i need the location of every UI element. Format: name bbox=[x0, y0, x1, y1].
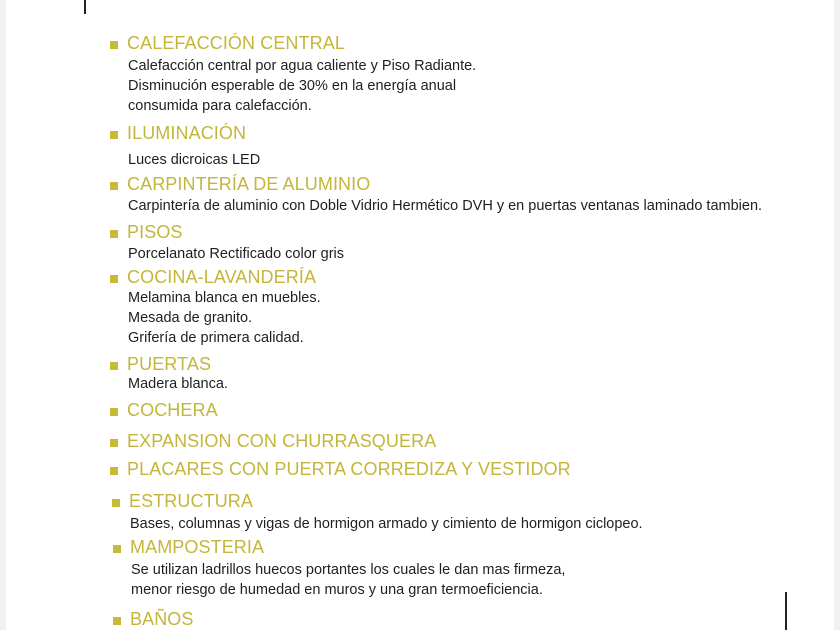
section-text-line: menor riesgo de humedad en muros y una gran termoeficiencia. bbox=[131, 582, 543, 598]
section-heading: PUERTAS bbox=[127, 354, 212, 374]
section-heading: ESTRUCTURA bbox=[129, 491, 254, 511]
square-bullet-icon bbox=[110, 467, 118, 475]
square-bullet-icon bbox=[110, 182, 118, 190]
section-text-line: Grifería de primera calidad. bbox=[128, 330, 304, 346]
section-heading: CALEFACCIÓN CENTRAL bbox=[127, 33, 345, 53]
square-bullet-icon bbox=[113, 545, 121, 553]
square-bullet-icon bbox=[110, 230, 118, 238]
square-bullet-icon bbox=[110, 41, 118, 49]
section-heading: BAÑOS bbox=[130, 609, 194, 629]
section-text-line: consumida para calefacción. bbox=[128, 98, 312, 114]
top-vertical-rule bbox=[84, 0, 86, 14]
page-edge-right bbox=[834, 0, 840, 630]
section-text-line: Luces dicroicas LED bbox=[128, 152, 261, 168]
square-bullet-icon bbox=[110, 439, 118, 447]
section-heading: CARPINTERÍA DE ALUMINIO bbox=[127, 174, 371, 194]
square-bullet-icon bbox=[110, 131, 118, 139]
square-bullet-icon bbox=[110, 275, 118, 283]
section-text-line: Bases, columnas y vigas de hormigon armado y cimiento de hormigon ciclopeo. bbox=[130, 516, 643, 532]
section-heading: COCINA-LAVANDERÍA bbox=[127, 267, 317, 287]
section-heading: MAMPOSTERIA bbox=[130, 537, 265, 557]
section-heading: PLACARES CON PUERTA CORREDIZA Y VESTIDOR bbox=[127, 459, 571, 479]
section-text-line: Melamina blanca en muebles. bbox=[128, 290, 321, 306]
section-heading: COCHERA bbox=[127, 400, 218, 420]
square-bullet-icon bbox=[110, 362, 118, 370]
section-text-line: Disminución esperable de 30% en la energía anual bbox=[128, 78, 457, 94]
section-heading: EXPANSION CON CHURRASQUERA bbox=[127, 431, 437, 451]
square-bullet-icon bbox=[110, 408, 118, 416]
square-bullet-icon bbox=[112, 499, 120, 507]
section-text-line: Madera blanca. bbox=[128, 376, 228, 392]
section-text-line: Mesada de granito. bbox=[128, 310, 253, 326]
section-heading: PISOS bbox=[127, 222, 183, 242]
page-edge-left bbox=[0, 0, 6, 630]
section-text-line: Carpintería de aluminio con Doble Vidrio Hermético DVH y en puertas ventanas laminado tambien. bbox=[128, 198, 763, 214]
square-bullet-icon bbox=[113, 617, 121, 625]
section-text-line: Se utilizan ladrillos huecos portantes los cuales le dan mas firmeza, bbox=[131, 562, 566, 578]
bottom-vertical-rule bbox=[785, 592, 787, 630]
section-heading: ILUMINACIÓN bbox=[127, 123, 247, 143]
section-text-line: Calefacción central por agua caliente y Piso Radiante. bbox=[128, 58, 477, 74]
section-text-line: Porcelanato Rectificado color gris bbox=[128, 246, 344, 262]
